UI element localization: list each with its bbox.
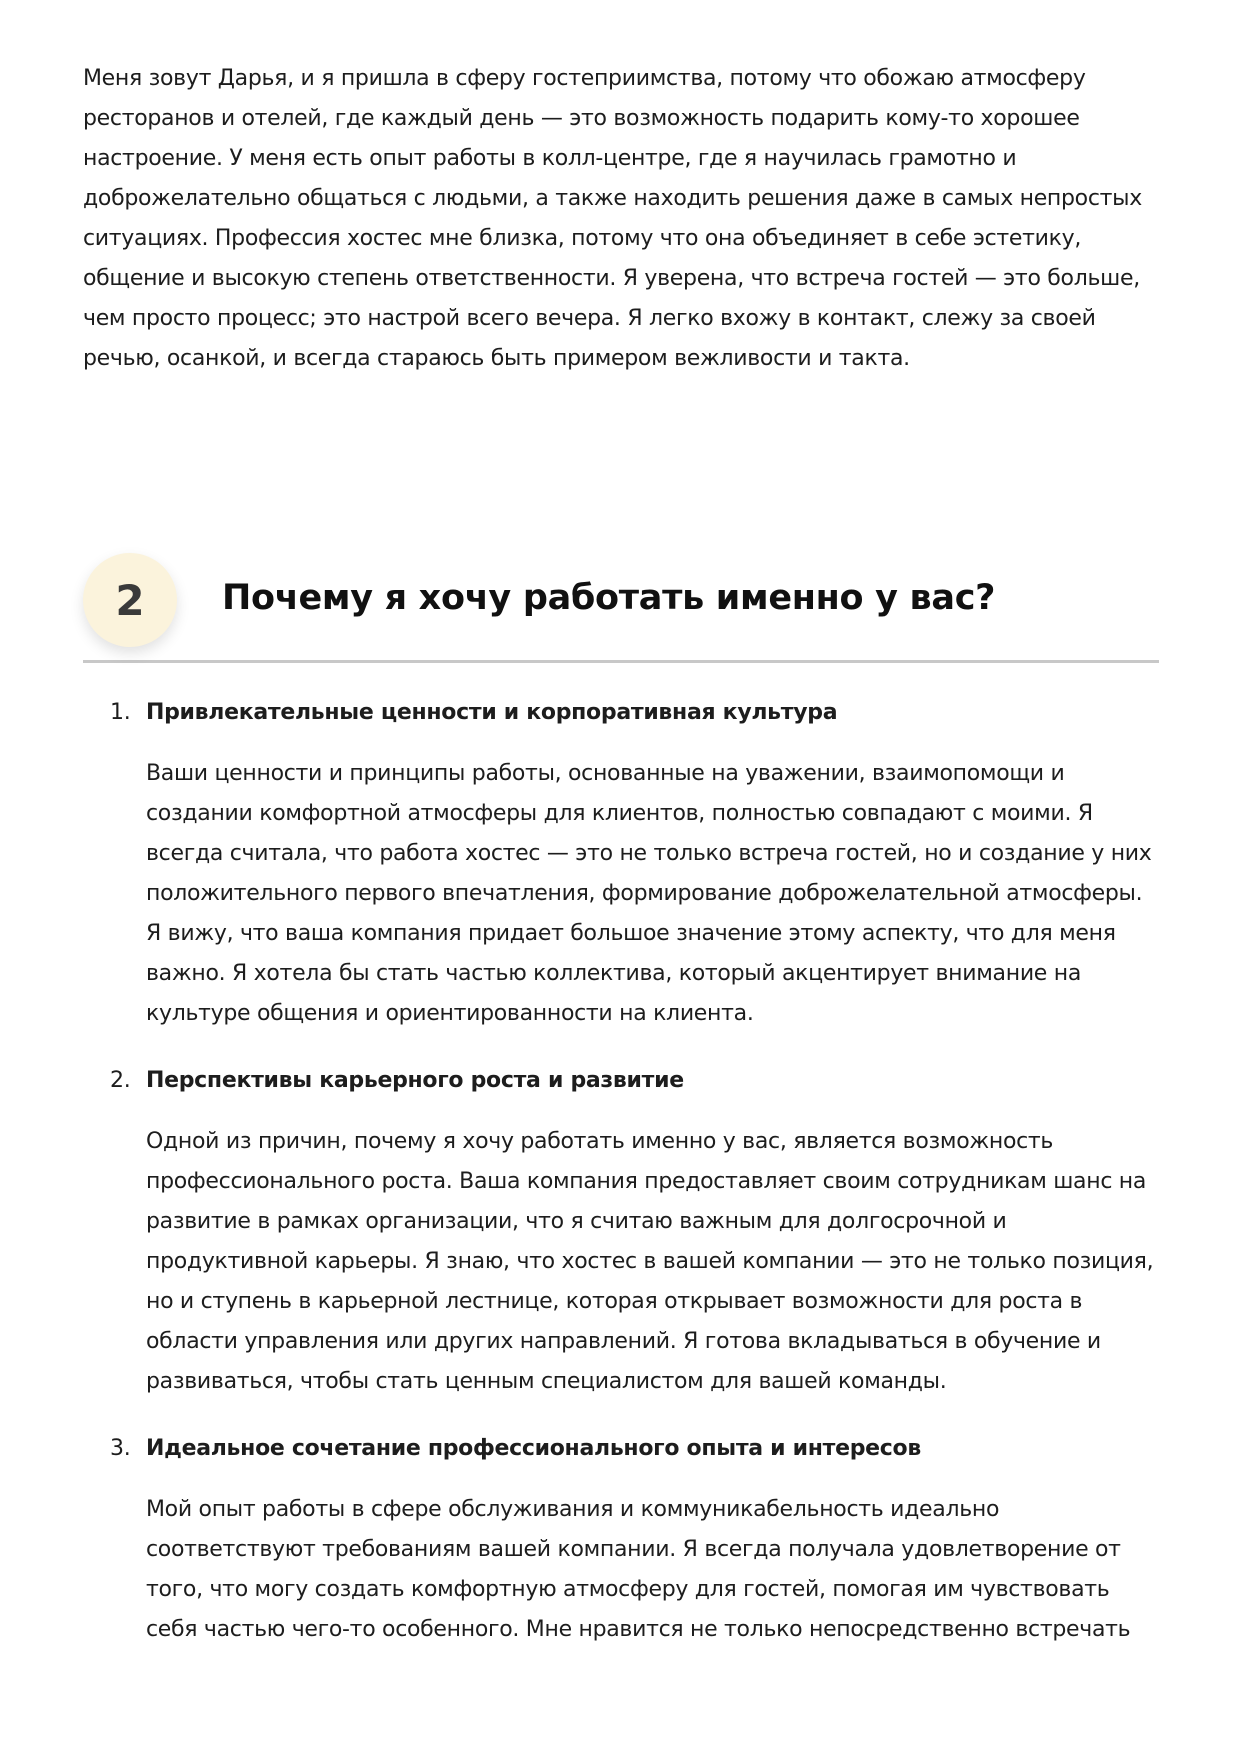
reason-title: Перспективы карьерного роста и развитие bbox=[146, 1068, 684, 1093]
reason-number: 1. bbox=[110, 700, 131, 725]
reason-text: Мой опыт работы в сфере обслуживания и коммуникабельность идеально соответствуют требованиям вашей компании. Я всегда получала удовлетворение от того, что могу создать комфортную атмосферу для гостей, помогая им чувствовать себя частью чего-то особенного. Мне нравится не только непосредственно встречать bbox=[146, 1497, 1131, 1642]
section-title: Почему я хочу работать именно у вас? bbox=[222, 578, 996, 618]
reason-heading bbox=[110, 695, 1160, 731]
reason-heading bbox=[110, 1431, 1160, 1467]
section-header bbox=[83, 553, 1159, 663]
reason-title: Привлекательные ценности и корпоративная культура bbox=[146, 700, 838, 725]
reason-text: Одной из причин, почему я хочу работать именно у вас, является возможность профессионального роста. Ваша компания предоставляет своим сотрудникам шанс на развитие в рамках организации, что я считаю важным для долгосрочной и продуктивной карьеры. Я знаю, что хостес в вашей компании — это не только позиция, но и ступень в карьерной лестнице, которая открывает возможности для роста в области управления или других направлений. Я готова вкладываться в обучение и развиваться, чтобы стать ценным специалистом для вашей команды. bbox=[146, 1129, 1154, 1394]
reason-item bbox=[110, 695, 1160, 1034]
reason-text: Ваши ценности и принципы работы, основанные на уважении, взаимопомощи и создании комфортной атмосферы для клиентов, полностью совпадают с моими. Я всегда считала, что работа хостес — это не только встреча гостей, но и создание у них положительного первого впечатления, формирование доброжелательной атмосферы. Я вижу, что ваша компания придает большое значение этому аспекту, что для меня важно. Я хотела бы стать частью коллектива, который акцентирует внимание на культуре общения и ориентированности на клиента. bbox=[146, 761, 1152, 1026]
reason-number: 3. bbox=[110, 1436, 131, 1461]
reason-item bbox=[110, 1063, 1160, 1402]
section-number-badge: 2 bbox=[83, 553, 177, 647]
reason-item bbox=[110, 1431, 1160, 1650]
reason-title: Идеальное сочетание профессионального опыта и интересов bbox=[146, 1436, 921, 1461]
reason-number: 2. bbox=[110, 1068, 131, 1093]
reason-heading bbox=[110, 1063, 1160, 1099]
intro-paragraph: Меня зовут Дарья, и я пришла в сферу гостеприимства, потому что обожаю атмосферу ресторанов и отелей, где каждый день — это возможность подарить кому-то хорошее настроение. У меня есть опыт работы в колл-центре, где я научилась грамотно и доброжелательно общаться с людьми, а также находить решения даже в самых непростых ситуациях. Профессия хостес мне близка, потому что она объединяет в себе эстетику, общение и высокую степень ответственности. Я уверена, что встреча гостей — это больше, чем просто процесс; это настрой всего вечера. Я легко вхожу в контакт, слежу за своей речью, осанкой, и всегда стараюсь быть примером вежливости и такта. bbox=[83, 66, 1142, 371]
